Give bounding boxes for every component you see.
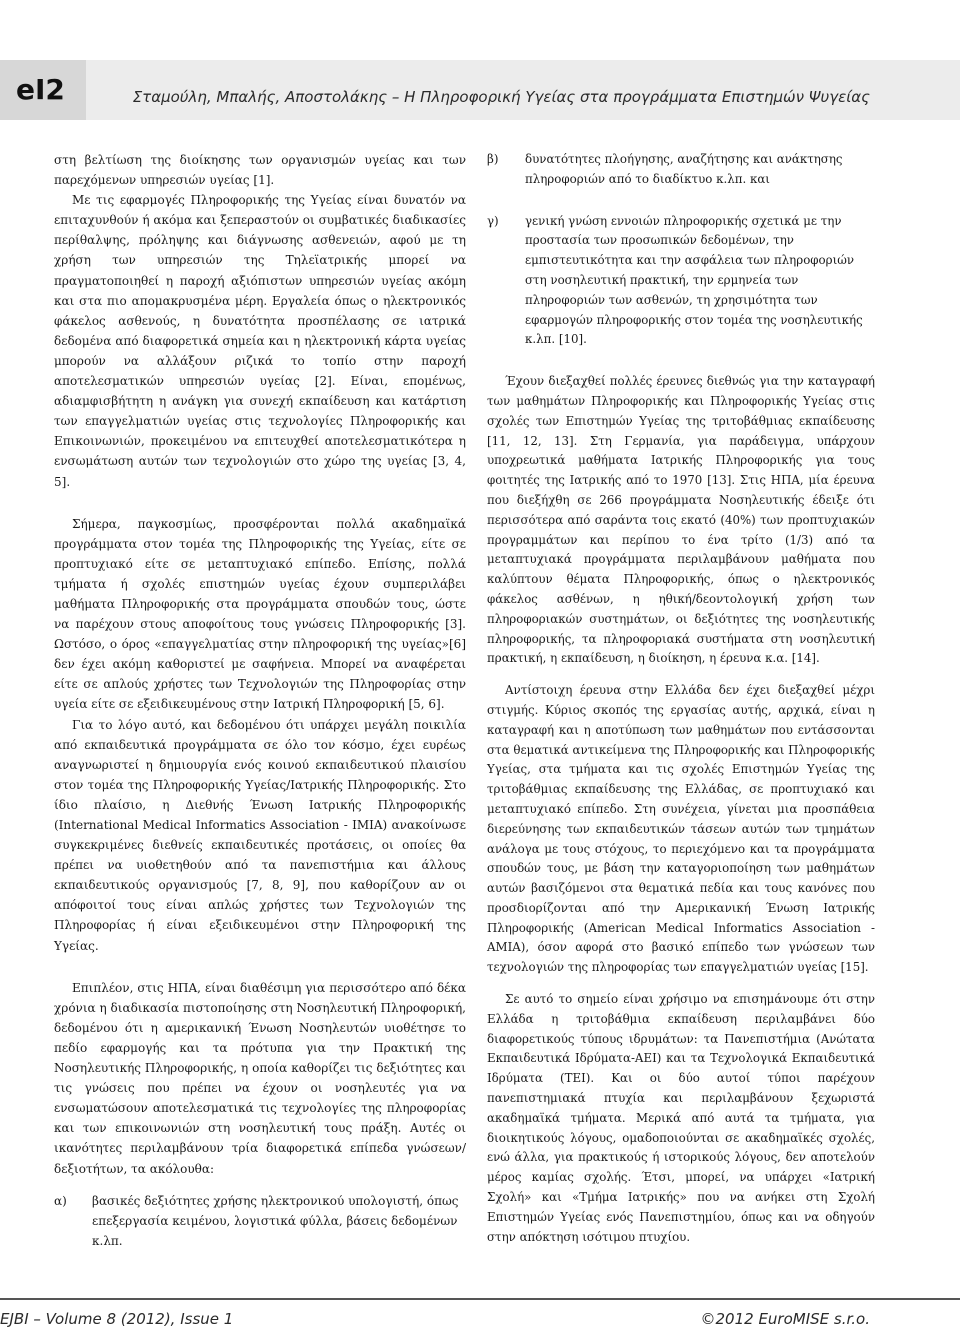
right-column — [487, 150, 875, 1280]
paragraph: Για το λόγο αυτό, και δεδομένου ότι υπάρχει μεγάλη ποικιλία από εκπαιδευτικά προγράμματα σε όλο τον κόσμο, έχει ευρέως αναγνωριστεί η δημιουργία ενός κοινού εκπαιδευτικού πλαισίου στον τομέα της Πληροφορικής Υγείας/Ιατρικής Πληροφορικής. Στο ίδιο πλαίσιο, η Διεθνής Ένωση Ιατρικής Πληροφορικής (International Medical Informatics Association - IMIA) ανακοίνωσε συγκεκριμένες διεθνείς εκπαιδευτικές προτάσεις, οι οποίες θα πρέπει να υιοθετηθούν από τα πανεπιστήμια και άλλους εκπαιδευτικούς οργανισμούς [7, 8, 9], που καθορίζουν αν οι απόφοιτοί τους είναι απλώς χρήστες των Τεχνολογιών της Πληροφορίας ή είναι εξειδικευμένοι στην Πληροφορική της Υγείας. — [54, 717, 466, 953]
list-marker: α) — [54, 1193, 67, 1208]
list-item-text: βασικές δεξιότητες χρήσης ηλεκτρονικού υπολογιστή, όπως επεξεργασία κειμένου, λογιστικά φύλλα, βάσεις δεδομένων κ.λπ. — [92, 1193, 459, 1248]
paragraph-gap — [54, 956, 466, 978]
paragraph-gap — [54, 1179, 466, 1191]
paragraph: Αντίστοιχη έρευνα στην Ελλάδα δεν έχει διεξαχθεί μέχρι στιγμής. Κύριος σκοπός της εργασίας αυτής, αρχικά, είναι η καταγραφή και η αποτύπωση των μαθημάτων που εντάσσονται στα θεματικά αντικείμενα της Πληροφορικής και Πληροφορικής Υγείας, στα τμήματα και τις σχολές Επιστημών Υγείας της τριτοβάθμιας εκπαίδευσης της Ελλάδας, σε προπτυχιακό και μεταπτυχιακό επίπεδο. Στη συνέχεια, γίνεται μια προσπάθεια διερεύνησης των εκπαιδευτικών τάσεων αυτών των τμημάτων ανάλογα με τους στόχους, το περιεχόμενο και τα προγράμματα σπουδών τους, με βάση την καταγοριοποίηση των μαθημάτων αυτών βασιζόμενοι στα θεματικά πεδία και τους κανόνες που προσδιορίζονται από την Αμερικανική Ένωση Ιατρικής Πληροφορικής (American Medical Informatics Association - AMIA), όσον αφορά στο βασικό επίπεδο των γνώσεων των τεχνολογιών της πληροφορίας των επαγγελματιών υγείας [15]. — [487, 683, 875, 975]
left-column — [54, 150, 466, 1280]
header-bar — [86, 60, 960, 120]
list-item — [487, 212, 875, 351]
paragraph-gap — [487, 669, 875, 681]
page-header — [0, 60, 960, 120]
list-item — [487, 150, 875, 190]
footer-rule — [0, 1298, 960, 1300]
list-marker: γ) — [487, 213, 499, 228]
paragraph-gap — [487, 190, 875, 212]
journal-logo — [0, 60, 86, 120]
paragraph: Έχουν διεξαχθεί πολλές έρευνες διεθνώς για την καταγραφή των μαθημάτων Πληροφορικής και Πληροφορικής Υγείας στις σχολές των Επιστημών Υγείας της τριτοβάθμιας εκπαίδευσης [11, 12, 13]. Στη Γερμανία, για παράδειγμα, υπάρχουν υποχρεωτικά μαθήματα Ιατρικής Πληροφορικής για τους φοιτητές της Ιατρικής από το 1970 [13]. Στις ΗΠΑ, μία έρευνα που διεξήχθη σε 266 προγράμματα Νοσηλευτικής έδειξε ότι περισσότερα από σαράντα τοις εκατό (40%) των προπτυχιακών προγραμμάτων και περίπου το ένα τρίτο (1/3) από τα μεταπτυχιακά προγράμματα περιλαμβάνουν μαθήματα που καλύπτουν θέματα Πληροφορικής, όπως ο ηλεκτρονικός φάκελος ασθένων, η ηθική/δεοντολογική χρήση των πληροφοριακών συστημάτων, οι δεξιότητες της νοσηλευτικής πληροφορικής, τα πληροφοριακά συστήματα στη νοσηλευτική πρακτική, η εκπαίδευση, η διοίκηση, η έρευνα κ.α. [14]. — [487, 374, 875, 666]
list-item — [54, 1191, 466, 1251]
list-item-text: γενική γνώση εννοιών πληροφορικής σχετικά με την προστασία των προσωπικών δεδομένων, την εμπιστευτικότητα και την ασφάλεια των πληροφοριών στη νοσηλευτική πρακτική, την ερμηνεία των πληροφοριών των ασθενών, τη χρησιμότητα των εφαρμογών πληροφορικής στον τομέα της νοσηλευτικής κ.λπ. [10]. — [525, 213, 863, 347]
paragraph-gap — [487, 978, 875, 990]
paragraph: Με τις εφαρμογές Πληροφορικής της Υγείας είναι δυνατόν να επιταχυνθούν ή ακόμα και ξεπεραστούν οι συμβατικές διαδικασίες περίθαλψης, πρόληψης και διάγνωσης ασθενειών, αφού με τη χρήση των υπηρεσιών της Τηλεϊατρικής μπορεί να πραγματοποιηθεί η παροχή αξιόπιστων υπηρεσιών υγείας ακόμη και στα πιο απομακρυσμένα μέρη. Εργαλεία όπως ο ηλεκτρονικός φάκελος ασθενούς, η δυνατότητα προσπέλασης σε ιατρικά δεδομένα από διαφορετικά σημεία και η ηλεκτρονική κάρτα υγείας μπορούν να αλλάξουν ριζικά το τοπίο στην παροχή αποτελεσματικών υπηρεσιών υγείας [2]. Είναι, επομένως, αδιαμφισβήτητη η ανάγκη για συνεχή εκπαίδευση και κατάρτιση των επαγγελματιών υγείας στις τεχνολογίες Πληροφορικής και Επικοινωνιών, προκειμένου να επιτευχθεί αποτελεσματικότερα η ενσωμάτωση αυτών των τεχνολογιών στο χώρο της υγείας [3, 4, 5]. — [54, 193, 466, 489]
paragraph: στη βελτίωση της διοίκησης των οργανισμών υγείας και των παρεχόμενων υπηρεσιών υγείας [1]. — [54, 153, 466, 188]
footer-journal-info: EJBI – Volume 8 (2012), Issue 1 — [0, 1310, 234, 1328]
paragraph-gap — [54, 492, 466, 514]
paragraph: Σε αυτό το σημείο είναι χρήσιμο να επισημάνουμε ότι στην Ελλάδα η τριτοβάθμια εκπαίδευση περιλαμβάνει δύο διαφορετικούς τύπους ιδρυμάτων: τα Πανεπιστήμια (Ανώτατα Εκπαιδευτικά Ιδρύματα-ΑΕΙ) και τα Τεχνολογικά Εκπαιδευτικά Ιδρύματα (ΤΕΙ). Και οι δύο αυτοί τύποι παρέχουν πανεπιστημιακά πτυχία και περιλαμβάνουν ξεχωριστά ακαδημαϊκά τμήματα. Μερικά από αυτά τα τμήματα, για διοικητικούς λόγους, ομαδοποιούνται σε ακαδημαϊκές σχολές, ενώ άλλα, για πρακτικούς ή ιστορικούς λόγους, δεν αποτελούν μέρος καμίας σχολής. Έτσι, μπορεί, να υπάρχει «Ιατρική Σχολή» και «Τμήμα Ιατρικής» που να ανήκει στη Σχολή Επιστημών Υγείας ενός Πανεπιστημίου, όπως και να οδηγούν στην απόκτηση ισότιμου πτυχίου. — [487, 992, 875, 1244]
running-title: Σταμούλη, Μπαλής, Αποστολάκης – Η Πληροφορική Υγείας στα προγράμματα Επιστημών Ψυγείας — [132, 88, 870, 106]
list-item-text: δυνατότητες πλοήγησης, αναζήτησης και ανάκτησης πληροφοριών από το διαδίκτυο κ.λπ. και — [525, 152, 843, 186]
paragraph: Σήμερα, παγκοσμίως, προσφέρονται πολλά ακαδημαϊκά προγράμματα στον τομέα της Πληροφορικής της Υγείας, είτε σε προπτυχιακό είτε σε μεταπτυχιακό επίπεδο. Επίσης, πολλά τμήματα ή σχολές επιστημών υγείας έχουν συμπεριλάβει μαθήματα Πληροφορικής στα προγράμματα σπουδών τους, ώστε να παρέχουν στους αποφοίτους τους γνώσεις Πληροφορικής [3]. Ωστόσο, ο όρος «επαγγελματίας στην πληροφορική της υγείας»[6] δεν έχει ακόμη καθοριστεί με σαφήνεια. Μπορεί να αναφέρεται είτε σε απλούς χρήστες των Τεχνολογιών της Πληροφορίας στην υγεία είτε σε εξειδικευμένους στην Ιατρική Πληροφορική [5, 6]. — [54, 516, 466, 712]
logo-text: eI2 — [16, 73, 65, 106]
list-marker: β) — [487, 152, 499, 166]
paragraph-gap — [487, 350, 875, 372]
paragraph: Επιπλέον, στις ΗΠΑ, είναι διαθέσιμη για περισσότερο από δέκα χρόνια η διαδικασία πιστοποίησης στη Νοσηλευτική Πληροφορική, δεδομένου ότι η αμερικανική Ένωση Νοσηλευτών υιοθέτησε το πεδίο εφαρμογής και τα πρότυπα για την Πρακτική της Νοσηλευτικής Πληροφορικής, η οποία καθορίζει τις δεξιότητες και τις γνώσεις που πρέπει να έχουν οι νοσηλευτές για να ενσωματώσουν αποτελεσματικά τις τεχνολογίες της πληροφορίας και των επικοινωνιών στη νοσηλευτική τους πράξη. Αυτές οι ικανότητες περιλαμβάνουν τρία διαφορετικά επίπεδα γνώσεων/δεξιοτήτων, τα ακόλουθα: — [54, 980, 466, 1176]
footer-copyright: ©2012 EuroMISE s.r.o. — [700, 1310, 870, 1328]
